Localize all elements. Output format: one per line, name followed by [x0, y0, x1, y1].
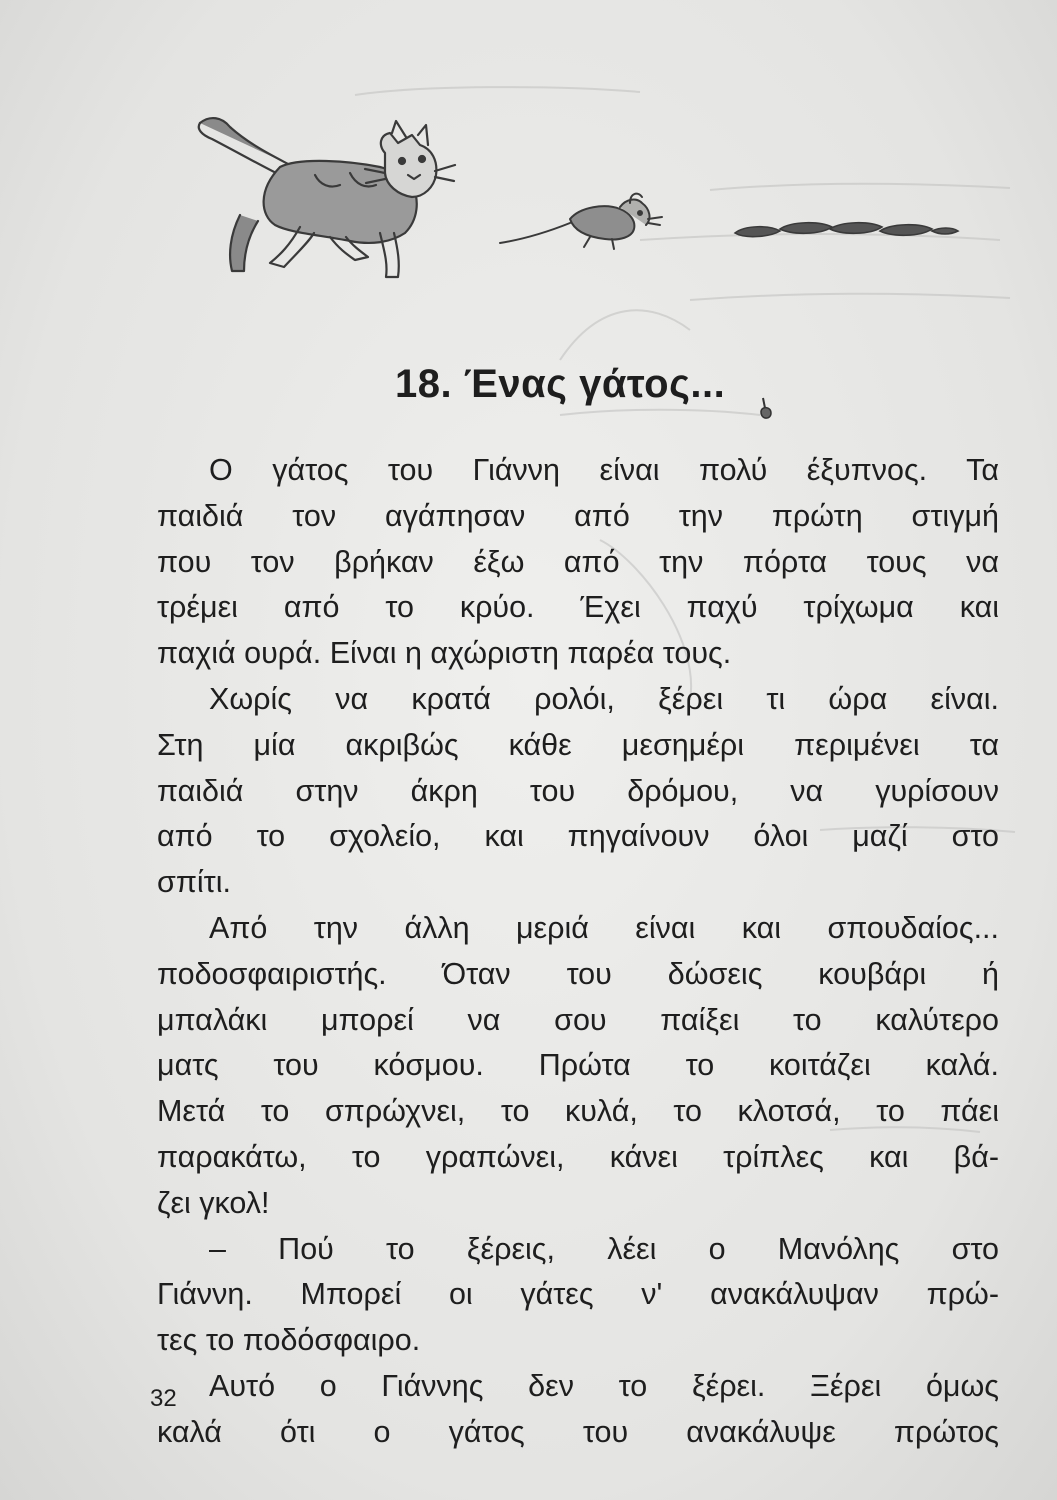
cat-icon — [199, 118, 455, 277]
paragraph-3 — [157, 906, 999, 1227]
text-line: Γιάννη. Μπορεί οι γάτες ν' ανακάλυψαν πρώ- — [157, 1277, 999, 1312]
text-line: Αυτό ο Γιάννης δεν το ξέρει. Ξέρει όμως — [209, 1368, 999, 1403]
text-line: Ο γάτος του Γιάννη είναι πολύ έξυπνος. Τα — [209, 453, 999, 487]
paragraph-1 — [157, 448, 999, 677]
paragraph-2 — [157, 677, 999, 906]
text-line: που τον βρήκαν έξω από την πόρτα τους να — [157, 544, 999, 579]
page-number: 32 — [150, 1385, 177, 1412]
text-line: παρακάτω, το γραπώνει, κάνει τρίπλες και βά- — [157, 1139, 999, 1174]
paragraph-4-dialogue — [157, 1227, 999, 1364]
text-line: Χωρίς να κρατά ρολόι, ξέρει τι ώρα είναι. — [209, 681, 999, 716]
text-line: παιδιά τον αγάπησαν από την πρώτη στιγμή — [157, 498, 999, 533]
text-line: Από την άλλη μεριά είναι και σπουδαίος... — [209, 910, 999, 945]
text-line: Στη μία ακριβώς κάθε μεσημέρι περιμένει τα — [157, 727, 999, 762]
text-line: ποδοσφαιριστής. Όταν του δώσεις κουβάρι ή — [157, 956, 999, 991]
text-line: από το σχολείο, και πηγαίνουν όλοι μαζί στο — [157, 819, 999, 854]
text-line: ζει γκολ! — [157, 1185, 270, 1220]
text-line: τες το ποδόσφαιρο. — [157, 1323, 421, 1358]
paragraph-5 — [157, 1364, 999, 1456]
text-line: παιδιά στην άκρη του δρόμου, να γυρίσουν — [157, 773, 999, 808]
text-line: Μετά το σπρώχνει, το κυλά, το κλοτσά, το πάει — [157, 1094, 999, 1129]
mouse-icon — [500, 194, 662, 249]
cat-and-mouse-illustration — [180, 105, 980, 295]
text-line: μπαλάκι μπορεί να σου παίξει το καλύτερο — [157, 1002, 999, 1037]
text-line: σπίτι. — [157, 865, 231, 900]
motion-trail-icon — [735, 223, 958, 237]
text-line: – Πού το ξέρεις, λέει ο Μανόλης στο — [209, 1231, 999, 1266]
story-text — [157, 448, 999, 1456]
text-line: παχιά ουρά. Είναι η αχώριστη παρέα τους. — [157, 636, 732, 671]
text-line: ματς του κόσμου. Πρώτα το κοιτάζει καλά. — [157, 1048, 999, 1083]
text-line: καλά ότι ο γάτος του ανακάλυψε πρώτος — [157, 1414, 999, 1449]
ink-mark-icon — [757, 396, 781, 424]
page-title: 18. Ένας γάτος... — [395, 362, 726, 406]
text-line: τρέμει από το κρύο. Έχει παχύ τρίχωμα και — [157, 590, 999, 625]
